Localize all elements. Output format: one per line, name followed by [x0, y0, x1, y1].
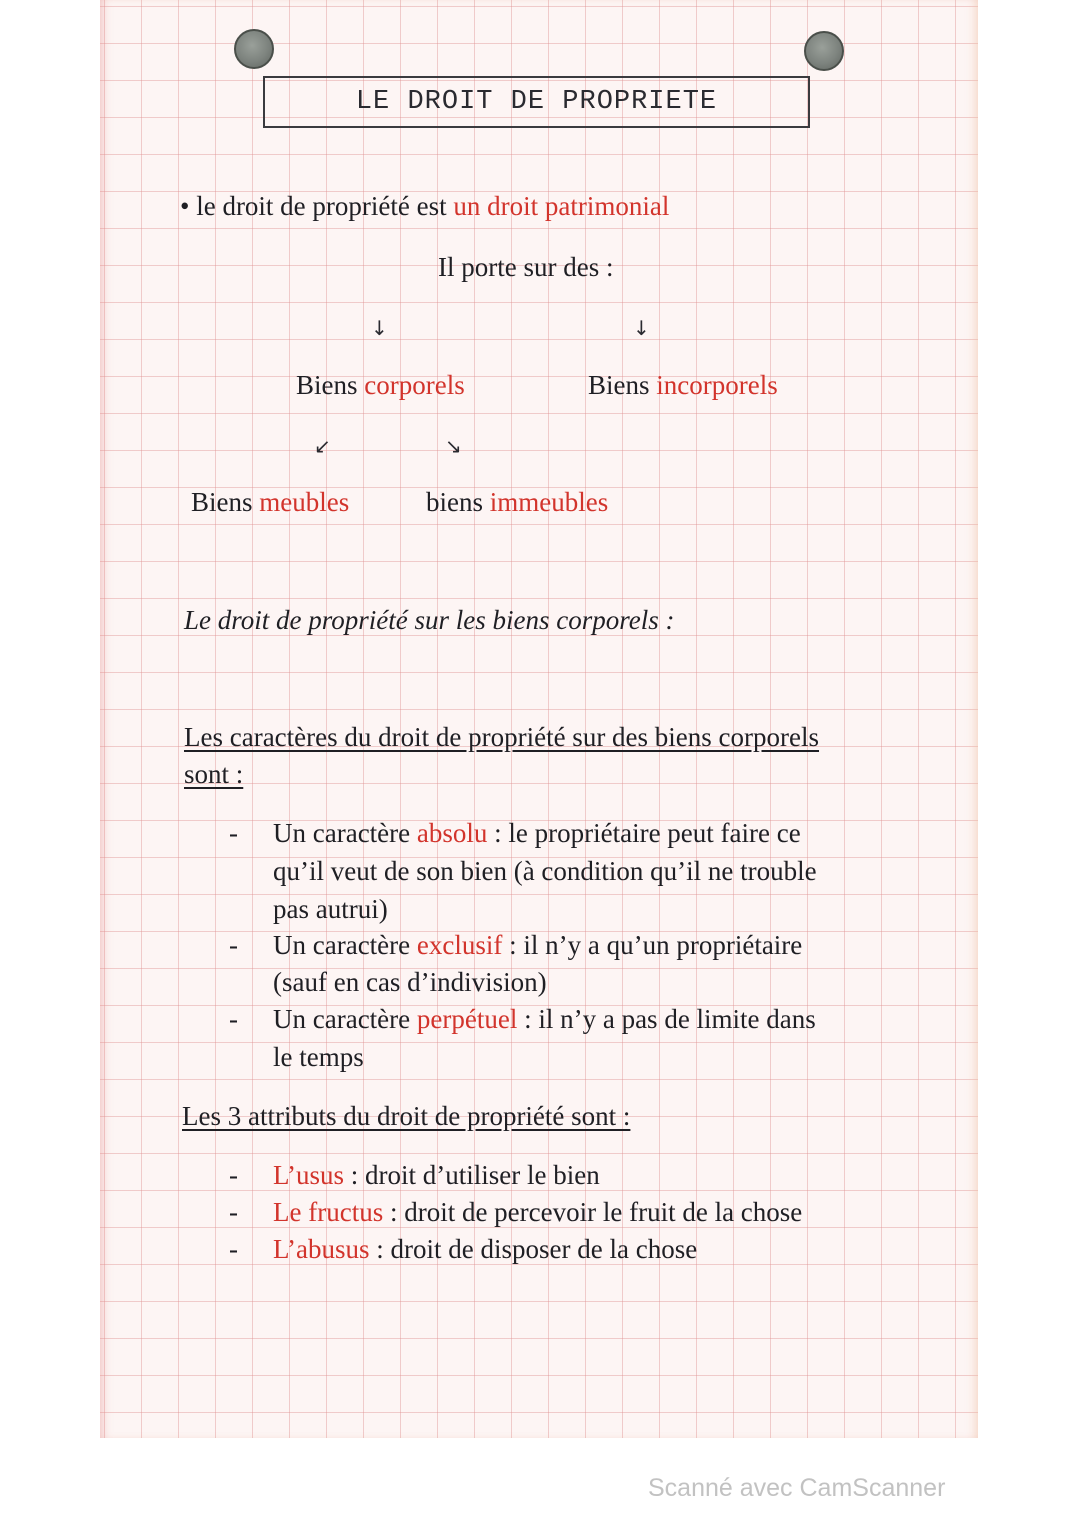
attribut-term: L’usus — [273, 1160, 345, 1190]
punch-hole-right — [804, 31, 844, 71]
list-item-continuation: (sauf en cas d’indivision) — [273, 967, 547, 997]
item-text: : le propriétaire peut faire ce — [487, 818, 801, 848]
list-item — [273, 1004, 816, 1035]
biens-word: Biens — [296, 370, 358, 400]
porte-sur-des: Il porte sur des : — [438, 252, 614, 282]
biens-incorporels — [588, 370, 778, 401]
attribut-term: L’abusus — [273, 1234, 370, 1264]
biens-word: biens — [426, 487, 483, 517]
attribut-item — [273, 1234, 697, 1265]
biens-corporels — [296, 370, 465, 401]
list-dash: - — [229, 1004, 238, 1034]
list-dash: - — [229, 930, 238, 960]
item-keyword: exclusif — [416, 930, 503, 960]
item-prefix: Un caractère — [273, 930, 411, 960]
caracteres-heading-line1: Les caractères du droit de propriété sur des biens corporels — [184, 722, 820, 752]
incorporels-highlight: incorporels — [656, 370, 778, 400]
attribut-def: : droit de disposer de la chose — [369, 1234, 698, 1264]
list-item-continuation: le temps — [273, 1042, 364, 1072]
attribut-item — [273, 1197, 802, 1228]
caracteres-heading-line2: sont : — [184, 759, 244, 789]
attribut-item — [273, 1160, 600, 1191]
punch-hole-left — [234, 29, 274, 69]
intro-line — [180, 191, 669, 222]
section-corporels-heading: Le droit de propriété sur les biens corporels : — [184, 605, 675, 635]
intro-highlight: un droit patrimonial — [453, 191, 670, 221]
list-item — [273, 818, 801, 849]
intro-text: le droit de propriété est — [196, 191, 447, 221]
attribut-term: Le fructus — [273, 1197, 384, 1227]
list-dash: - — [229, 1197, 238, 1227]
arrow-down-right-icon: ↘ — [445, 434, 462, 458]
arrow-down-left-icon: ↙ — [314, 434, 331, 458]
arrow-down-icon: ↓ — [633, 316, 650, 340]
attribut-def: : droit de percevoir le fruit de la chose — [383, 1197, 803, 1227]
item-prefix: Un caractère — [273, 818, 411, 848]
biens-immeubles — [426, 487, 608, 518]
item-text: : il n’y a qu’un propriétaire — [502, 930, 803, 960]
camscanner-watermark: Scanné avec CamScanner — [648, 1474, 946, 1502]
attributs-heading: Les 3 attributs du droit de propriété sont : — [182, 1101, 631, 1131]
immeubles-highlight: immeubles — [489, 487, 609, 517]
list-item-continuation: qu’il veut de son bien (à condition qu’il ne trouble — [273, 856, 817, 886]
list-dash: - — [229, 1234, 238, 1264]
list-item-continuation: pas autrui) — [273, 894, 388, 924]
biens-word: Biens — [588, 370, 650, 400]
list-dash: - — [229, 1160, 238, 1190]
biens-word: Biens — [191, 487, 253, 517]
corporels-highlight: corporels — [364, 370, 465, 400]
bullet: • — [180, 191, 190, 221]
meubles-highlight: meubles — [259, 487, 350, 517]
page-title — [263, 76, 810, 128]
item-prefix: Un caractère — [273, 1004, 411, 1034]
item-keyword: absolu — [416, 818, 488, 848]
item-text: : il n’y a pas de limite dans — [517, 1004, 816, 1034]
item-keyword: perpétuel — [416, 1004, 518, 1034]
list-item — [273, 930, 802, 961]
attribut-def: : droit d’utiliser le bien — [344, 1160, 600, 1190]
list-dash: - — [229, 818, 238, 848]
page-title-text: LE DROIT DE PROPRIETE — [355, 87, 718, 117]
arrow-down-icon: ↓ — [371, 316, 388, 340]
biens-meubles — [191, 487, 349, 518]
